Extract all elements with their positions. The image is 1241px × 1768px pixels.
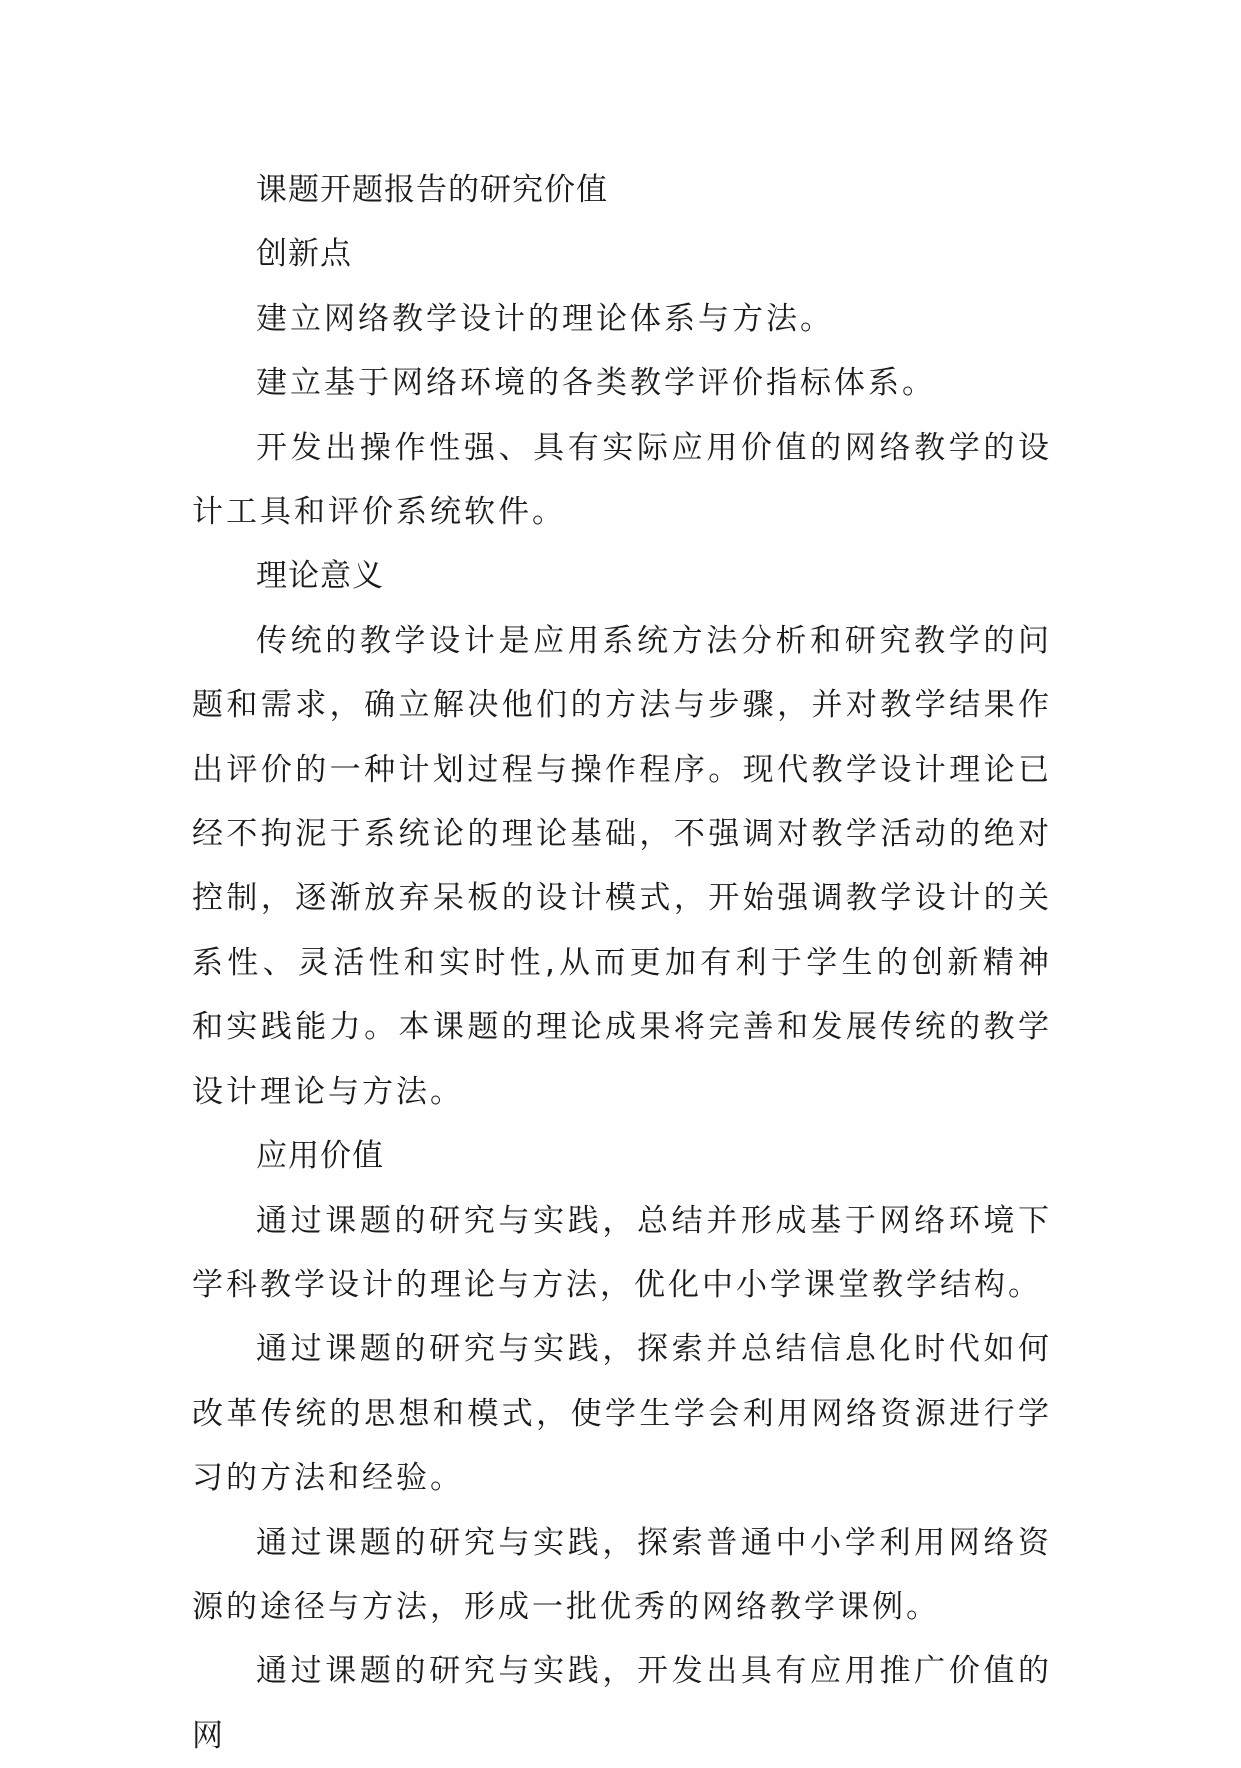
section-heading-innovation: 创新点 (256, 236, 352, 273)
body-paragraph: 传统的教学设计是应用系统方法分析和研究教学的问题和需求，确立解决他们的方法与步骤，并对教学结果作出评价的一种计划过程与操作程序。现代教学设计理论已经不拘泥于系统论的理论基础，不强调对教学活动的绝对控制，逐渐放弃呆板的设计模式，开始强调教学设计的关系性、灵活性和实时性,从而更加有利于学生的创新精神和实践能力。本课题的理论成果将完善和发展传统的教学设计理论与方法。 (192, 622, 1052, 1110)
body-paragraph: 建立基于网络环境的各类教学评价指标体系。 (256, 365, 936, 402)
body-paragraph: 开发出操作性强、具有实际应用价值的网络教学的设计工具和评价系统软件。 (192, 429, 1052, 531)
body-paragraph: 通过课题的研究与实践，总结并形成基于网络环境下学科教学设计的理论与方法，优化中小学课堂教学结构。 (192, 1202, 1052, 1303)
document-title: 课题开题报告的研究价值 (256, 172, 608, 208)
document-body (192, 158, 1052, 1768)
body-paragraph: 通过课题的研究与实践，探索并总结信息化时代如何改革传统的思想和模式，使学生学会利用网络资源进行学习的方法和经验。 (192, 1331, 1052, 1497)
body-paragraph: 通过课题的研究与实践，探索普通中小学利用网络资源的途径与方法，形成一批优秀的网络教学课例。 (192, 1524, 1052, 1625)
body-paragraph: 通过课题的研究与实践，开发出具有应用推广价值的网 (192, 1653, 1052, 1754)
body-paragraph: 建立网络教学设计的理论体系与方法。 (256, 300, 834, 337)
section-heading-theory: 理论意义 (256, 558, 384, 595)
section-heading-application: 应用价值 (256, 1138, 384, 1175)
